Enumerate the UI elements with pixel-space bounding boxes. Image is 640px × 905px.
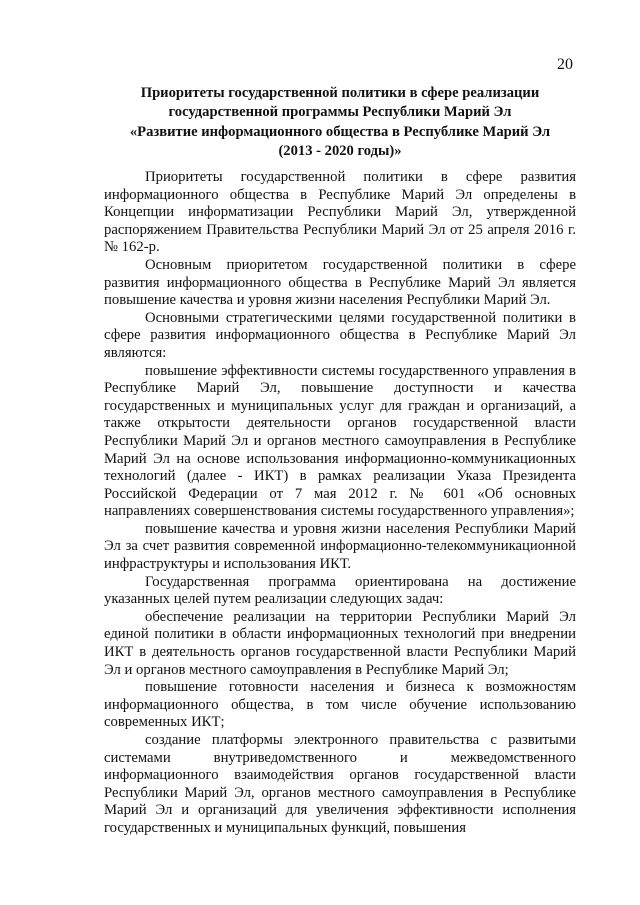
document-body bbox=[104, 169, 576, 838]
paragraph: обеспечение реализации на территории Республики Марий Эл единой политики в области информационных технологий при внедрении ИКТ в деятельность органов государственной власти Республики Марий Эл и органов местного самоуправления в Республике Марий Эл; bbox=[104, 608, 576, 678]
paragraph: Основным приоритетом государственной политики в сфере развития информационного общества в Республике Марий Эл является повышение качества и уровня жизни населения Республики Марий Эл. bbox=[104, 256, 576, 309]
document-title bbox=[104, 84, 576, 161]
paragraph: повышение эффективности системы государственного управления в Республике Марий Эл, повышение доступности и качества государственных и муниципальных услуг для граждан и организаций, а также открытости деятельности органов государственной власти Республики Марий Эл и органов местного самоуправления в Республике Марий Эл на основе использования информационно-коммуникационных технологий (далее - ИКТ) в рамках реализации Указа Президента Российской Федерации от 7 мая 2012 г. № 601 «Об основных направлениях совершенствования системы государственного управления»; bbox=[104, 362, 576, 520]
paragraph: Государственная программа ориентирована на достижение указанных целей путем реализации следующих задач: bbox=[104, 573, 576, 608]
title-line: государственной программы Республики Марий Эл bbox=[168, 104, 512, 121]
paragraph: создание платформы электронного правительства с развитыми системами внутриведомственного и межведомственного информационного взаимодействия органов государственной власти Республики Марий Эл, органов местного самоуправления в Республике Марий Эл и организаций для увеличения эффективности исполнения государственных и муниципальных функций, повышения bbox=[104, 732, 576, 836]
page-number: 20 bbox=[557, 56, 573, 73]
title-line: Приоритеты государственной политики в сфере реализации bbox=[140, 85, 540, 101]
paragraph: повышение качества и уровня жизни населения Республики Марий Эл за счет развития современной информационно-телекоммуникационной инфраструктуры и использования ИКТ. bbox=[104, 520, 576, 573]
title-line: «Развитие информационного общества в Республике Марий Эл bbox=[129, 123, 551, 140]
paragraph: Приоритеты государственной политики в сфере развития информационного общества в Республике Марий Эл определены в Концепции информатизации Республики Марий Эл, утвержденной распоряжением Правительства Республики Марий Эл от 25 апреля 2016 г. № 162-р. bbox=[104, 169, 576, 256]
paragraph: Основными стратегическими целями государственной политики в сфере развития информационного общества в Республике Марий Эл являются: bbox=[104, 309, 576, 361]
paragraph: повышение готовности населения и бизнеса к возможностям информационного общества, в том числе обучение использованию современных ИКТ; bbox=[104, 679, 576, 731]
title-line: (2013 - 2020 годы)» bbox=[278, 142, 402, 159]
